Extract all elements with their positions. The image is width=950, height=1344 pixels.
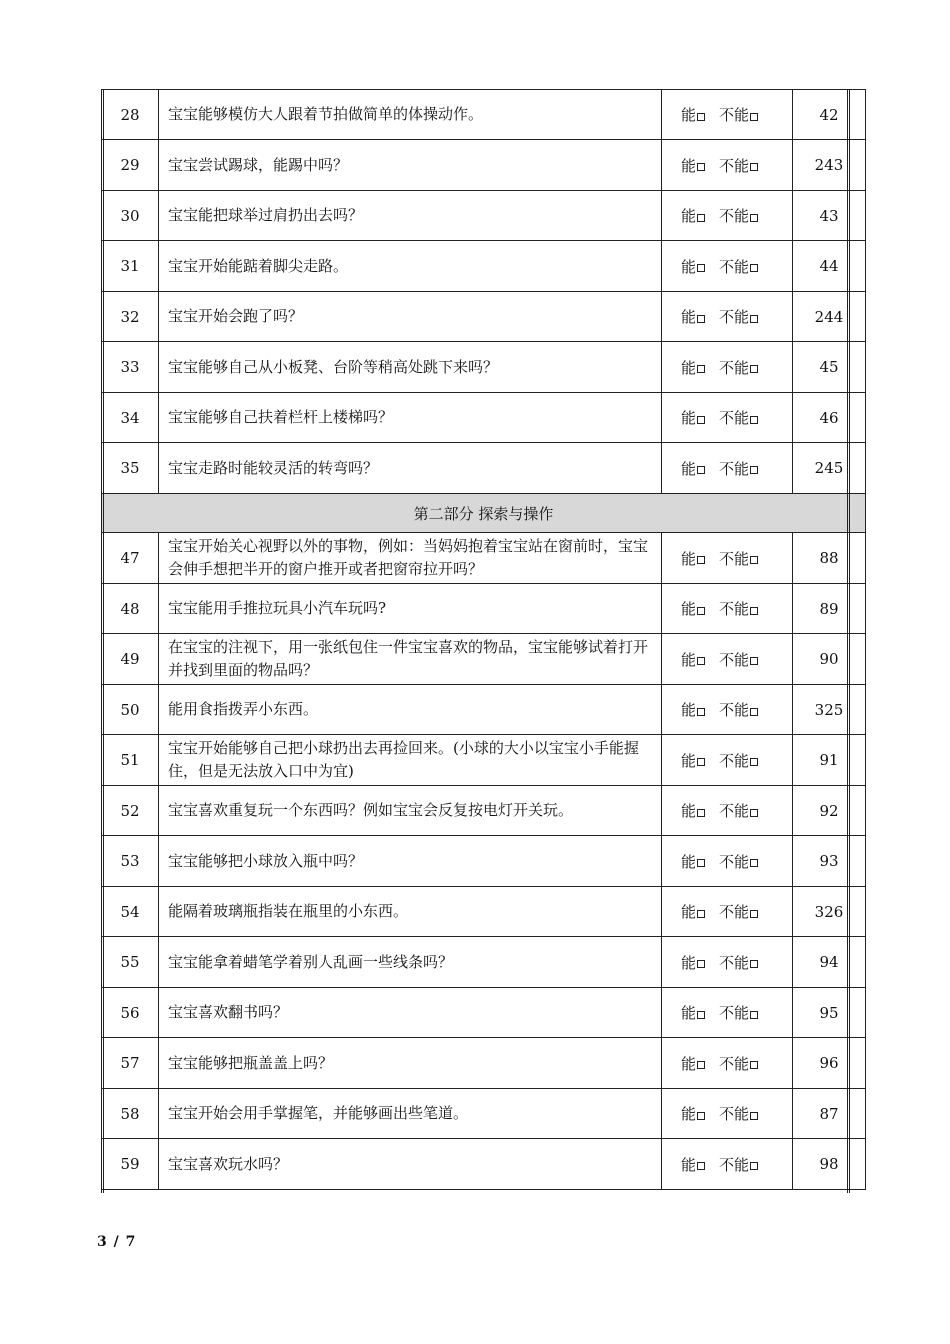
- item-code: 42: [793, 90, 866, 140]
- answer-options: [662, 292, 793, 342]
- cannot-label: 不能: [719, 1004, 750, 1022]
- item-number: 49: [102, 634, 159, 685]
- cannot-label: 不能: [719, 953, 750, 972]
- can-checkbox[interactable]: [697, 416, 705, 424]
- cannot-option[interactable]: [719, 800, 758, 821]
- cannot-checkbox[interactable]: [750, 264, 758, 272]
- table-row: [102, 90, 866, 140]
- can-label: 能: [681, 409, 697, 427]
- cannot-label: 不能: [719, 1105, 750, 1123]
- section-title: 第二部分 探索与操作: [102, 494, 866, 533]
- can-option[interactable]: [681, 155, 705, 176]
- answer-options: [662, 836, 793, 887]
- item-number: 34: [102, 393, 159, 443]
- table-row: [102, 887, 866, 937]
- can-option[interactable]: [681, 649, 705, 670]
- cannot-checkbox[interactable]: [750, 960, 758, 968]
- table-row: [102, 191, 866, 241]
- cannot-label: 不能: [719, 802, 750, 820]
- can-label: 能: [681, 802, 697, 820]
- cannot-option[interactable]: [719, 458, 758, 479]
- table-row: [102, 241, 866, 292]
- table-row: [102, 1089, 866, 1139]
- cannot-label: 不能: [719, 852, 750, 871]
- can-checkbox[interactable]: [697, 1061, 705, 1069]
- item-code: 245: [793, 443, 866, 494]
- answer-options: [662, 584, 793, 634]
- questionnaire-table: [101, 89, 866, 1190]
- can-option[interactable]: [681, 306, 705, 327]
- cannot-label: 不能: [719, 549, 750, 568]
- answer-options: [662, 735, 793, 786]
- answer-options: [662, 90, 793, 140]
- answer-options: [662, 191, 793, 241]
- can-option[interactable]: [681, 1154, 705, 1175]
- cannot-option[interactable]: [719, 205, 758, 226]
- cannot-label: 不能: [719, 650, 750, 669]
- cannot-checkbox[interactable]: [750, 315, 758, 323]
- can-option[interactable]: [681, 407, 705, 428]
- can-checkbox[interactable]: [697, 910, 705, 918]
- can-checkbox[interactable]: [697, 960, 705, 968]
- item-number: 59: [102, 1139, 159, 1190]
- can-checkbox[interactable]: [697, 809, 705, 817]
- cannot-option[interactable]: [719, 598, 758, 619]
- item-code: 98: [793, 1139, 866, 1190]
- can-label: 能: [681, 308, 697, 326]
- answer-options: [662, 887, 793, 937]
- table-row: [102, 533, 866, 584]
- item-code: 94: [793, 937, 866, 988]
- table-row: [102, 1038, 866, 1089]
- question-text: 宝宝能够模仿大人跟着节拍做简单的体操动作。: [159, 90, 662, 140]
- item-code: 96: [793, 1038, 866, 1089]
- cannot-option[interactable]: [719, 901, 758, 922]
- page-number: 3 / 7: [97, 1234, 137, 1250]
- cannot-option[interactable]: [719, 104, 758, 125]
- item-number: 30: [102, 191, 159, 241]
- questionnaire-sheet: [101, 89, 850, 1190]
- answer-options: [662, 1139, 793, 1190]
- can-checkbox[interactable]: [697, 758, 705, 766]
- cannot-label: 不能: [719, 1155, 750, 1174]
- cannot-checkbox[interactable]: [750, 657, 758, 665]
- can-checkbox[interactable]: [697, 315, 705, 323]
- cannot-option[interactable]: [719, 952, 758, 973]
- question-text: 宝宝喜欢翻书吗？: [159, 988, 662, 1038]
- item-code: 244: [793, 292, 866, 342]
- cannot-option[interactable]: [719, 1154, 758, 1175]
- item-code: 45: [793, 342, 866, 393]
- can-option[interactable]: [681, 1002, 705, 1023]
- can-option[interactable]: [681, 104, 705, 125]
- item-number: 35: [102, 443, 159, 494]
- cannot-checkbox[interactable]: [750, 607, 758, 615]
- question-text: 宝宝能够自己扶着栏杆上楼梯吗？: [159, 393, 662, 443]
- can-option[interactable]: [681, 548, 705, 569]
- answer-options: [662, 140, 793, 191]
- table-row: [102, 342, 866, 393]
- cannot-option[interactable]: [719, 548, 758, 569]
- table-row: [102, 1139, 866, 1190]
- item-code: 44: [793, 241, 866, 292]
- can-checkbox[interactable]: [697, 657, 705, 665]
- item-number: 53: [102, 836, 159, 887]
- cannot-option[interactable]: [719, 155, 758, 176]
- cannot-label: 不能: [719, 600, 750, 618]
- item-code: 243: [793, 140, 866, 191]
- can-label: 能: [681, 953, 697, 972]
- item-number: 48: [102, 584, 159, 634]
- item-number: 32: [102, 292, 159, 342]
- table-row: [102, 292, 866, 342]
- cannot-checkbox[interactable]: [750, 365, 758, 373]
- question-text: 宝宝喜欢重复玩一个东西吗？例如宝宝会反复按电灯开关玩。: [159, 786, 662, 836]
- cannot-checkbox[interactable]: [750, 758, 758, 766]
- can-option[interactable]: [681, 1053, 705, 1074]
- can-label: 能: [681, 1105, 697, 1123]
- answer-options: [662, 1089, 793, 1139]
- question-text: 宝宝喜欢玩水吗？: [159, 1139, 662, 1190]
- cannot-checkbox[interactable]: [750, 163, 758, 171]
- can-label: 能: [681, 751, 697, 770]
- can-option[interactable]: [681, 901, 705, 922]
- table-row: [102, 584, 866, 634]
- table-row: [102, 786, 866, 836]
- question-text: 能隔着玻璃瓶指装在瓶里的小东西。: [159, 887, 662, 937]
- item-code: 87: [793, 1089, 866, 1139]
- item-code: 95: [793, 988, 866, 1038]
- item-code: 43: [793, 191, 866, 241]
- cannot-checkbox[interactable]: [750, 466, 758, 474]
- cannot-checkbox[interactable]: [750, 708, 758, 716]
- question-text: 宝宝能拿着蜡笔学着别人乱画一些线条吗？: [159, 937, 662, 988]
- cannot-checkbox[interactable]: [750, 416, 758, 424]
- can-label: 能: [681, 156, 697, 175]
- can-checkbox[interactable]: [697, 1162, 705, 1170]
- cannot-checkbox[interactable]: [750, 1011, 758, 1019]
- cannot-checkbox[interactable]: [750, 910, 758, 918]
- cannot-checkbox[interactable]: [750, 214, 758, 222]
- cannot-option[interactable]: [719, 1002, 758, 1023]
- item-number: 54: [102, 887, 159, 937]
- item-code: 88: [793, 533, 866, 584]
- cannot-checkbox[interactable]: [750, 113, 758, 121]
- answer-options: [662, 1038, 793, 1089]
- table-row: [102, 393, 866, 443]
- item-code: 92: [793, 786, 866, 836]
- cannot-label: 不能: [719, 701, 750, 719]
- part1-rows: [102, 90, 866, 494]
- question-text: 宝宝开始会跑了吗？: [159, 292, 662, 342]
- can-option[interactable]: [681, 800, 705, 821]
- cannot-label: 不能: [719, 106, 750, 124]
- cannot-option[interactable]: [719, 699, 758, 720]
- can-label: 能: [681, 106, 697, 124]
- cannot-option[interactable]: [719, 357, 758, 378]
- cannot-option[interactable]: [719, 407, 758, 428]
- item-code: 325: [793, 685, 866, 735]
- item-code: 89: [793, 584, 866, 634]
- item-code: 90: [793, 634, 866, 685]
- cannot-option[interactable]: [719, 1053, 758, 1074]
- can-option[interactable]: [681, 598, 705, 619]
- question-text: 宝宝走路时能较灵活的转弯吗？: [159, 443, 662, 494]
- cannot-label: 不能: [719, 156, 750, 175]
- cannot-checkbox[interactable]: [750, 859, 758, 867]
- can-label: 能: [681, 701, 697, 719]
- cannot-label: 不能: [719, 257, 750, 276]
- can-option[interactable]: [681, 256, 705, 277]
- can-label: 能: [681, 1155, 697, 1174]
- question-text: 宝宝开始能够自己把小球扔出去再捡回来。(小球的大小以宝宝小手能握住，但是无法放入口中为宜): [159, 735, 662, 786]
- table-row: [102, 685, 866, 735]
- cannot-label: 不能: [719, 207, 750, 225]
- item-number: 52: [102, 786, 159, 836]
- item-code: 93: [793, 836, 866, 887]
- can-label: 能: [681, 207, 697, 225]
- can-option[interactable]: [681, 1103, 705, 1124]
- cannot-checkbox[interactable]: [750, 556, 758, 564]
- can-option[interactable]: [681, 699, 705, 720]
- can-checkbox[interactable]: [697, 163, 705, 171]
- item-number: 31: [102, 241, 159, 292]
- table-row: [102, 988, 866, 1038]
- can-label: 能: [681, 549, 697, 568]
- can-option[interactable]: [681, 458, 705, 479]
- can-checkbox[interactable]: [697, 113, 705, 121]
- section-header: [102, 494, 866, 533]
- can-checkbox[interactable]: [697, 365, 705, 373]
- can-checkbox[interactable]: [697, 214, 705, 222]
- cannot-option[interactable]: [719, 306, 758, 327]
- cannot-checkbox[interactable]: [750, 1061, 758, 1069]
- can-label: 能: [681, 1004, 697, 1022]
- can-label: 能: [681, 459, 697, 478]
- part2-rows: [102, 533, 866, 1190]
- cannot-checkbox[interactable]: [750, 1112, 758, 1120]
- can-checkbox[interactable]: [697, 607, 705, 615]
- can-option[interactable]: [681, 952, 705, 973]
- can-option[interactable]: [681, 357, 705, 378]
- cannot-label: 不能: [719, 358, 750, 377]
- can-label: 能: [681, 852, 697, 871]
- can-checkbox[interactable]: [697, 708, 705, 716]
- answer-options: [662, 393, 793, 443]
- answer-options: [662, 685, 793, 735]
- cannot-option[interactable]: [719, 750, 758, 771]
- question-text: 宝宝开始关心视野以外的事物，例如：当妈妈抱着宝宝站在窗前时，宝宝会伸手想把半开的窗户推开或者把窗帘拉开吗？: [159, 533, 662, 584]
- answer-options: [662, 533, 793, 584]
- item-number: 57: [102, 1038, 159, 1089]
- answer-options: [662, 786, 793, 836]
- cannot-label: 不能: [719, 459, 750, 478]
- can-option[interactable]: [681, 851, 705, 872]
- can-checkbox[interactable]: [697, 556, 705, 564]
- answer-options: [662, 342, 793, 393]
- question-text: 在宝宝的注视下，用一张纸包住一件宝宝喜欢的物品，宝宝能够试着打开并找到里面的物品吗？: [159, 634, 662, 685]
- cannot-label: 不能: [719, 409, 750, 427]
- answer-options: [662, 443, 793, 494]
- can-checkbox[interactable]: [697, 859, 705, 867]
- item-number: 47: [102, 533, 159, 584]
- can-checkbox[interactable]: [697, 466, 705, 474]
- item-number: 55: [102, 937, 159, 988]
- can-checkbox[interactable]: [697, 1112, 705, 1120]
- table-row: [102, 836, 866, 887]
- table-row: [102, 937, 866, 988]
- cannot-option[interactable]: [719, 256, 758, 277]
- table-row: [102, 634, 866, 685]
- item-number: 50: [102, 685, 159, 735]
- item-number: 33: [102, 342, 159, 393]
- answer-options: [662, 988, 793, 1038]
- cannot-option[interactable]: [719, 1103, 758, 1124]
- cannot-checkbox[interactable]: [750, 809, 758, 817]
- table-row: [102, 443, 866, 494]
- can-option[interactable]: [681, 750, 705, 771]
- can-label: 能: [681, 1054, 697, 1073]
- item-number: 28: [102, 90, 159, 140]
- answer-options: [662, 634, 793, 685]
- question-text: 宝宝能够自己从小板凳、台阶等稍高处跳下来吗？: [159, 342, 662, 393]
- table-row: [102, 735, 866, 786]
- answer-options: [662, 937, 793, 988]
- can-label: 能: [681, 903, 697, 921]
- question-text: 宝宝开始能踮着脚尖走路。: [159, 241, 662, 292]
- item-number: 56: [102, 988, 159, 1038]
- question-text: 宝宝能把球举过肩扔出去吗？: [159, 191, 662, 241]
- can-label: 能: [681, 257, 697, 276]
- table-row: [102, 140, 866, 191]
- cannot-label: 不能: [719, 1054, 750, 1073]
- cannot-label: 不能: [719, 751, 750, 770]
- question-text: 能用食指拨弄小东西。: [159, 685, 662, 735]
- item-code: 91: [793, 735, 866, 786]
- can-checkbox[interactable]: [697, 264, 705, 272]
- can-label: 能: [681, 600, 697, 618]
- cannot-label: 不能: [719, 903, 750, 921]
- item-number: 58: [102, 1089, 159, 1139]
- cannot-option[interactable]: [719, 851, 758, 872]
- question-text: 宝宝尝试踢球，能踢中吗？: [159, 140, 662, 191]
- item-code: 326: [793, 887, 866, 937]
- can-option[interactable]: [681, 205, 705, 226]
- answer-options: [662, 241, 793, 292]
- cannot-checkbox[interactable]: [750, 1162, 758, 1170]
- cannot-label: 不能: [719, 308, 750, 326]
- question-text: 宝宝开始会用手掌握笔，并能够画出些笔道。: [159, 1089, 662, 1139]
- item-number: 29: [102, 140, 159, 191]
- question-text: 宝宝能用手推拉玩具小汽车玩吗?: [159, 584, 662, 634]
- can-label: 能: [681, 358, 697, 377]
- question-text: 宝宝能够把小球放入瓶中吗？: [159, 836, 662, 887]
- can-checkbox[interactable]: [697, 1011, 705, 1019]
- item-code: 46: [793, 393, 866, 443]
- can-label: 能: [681, 650, 697, 669]
- question-text: 宝宝能够把瓶盖盖上吗？: [159, 1038, 662, 1089]
- cannot-option[interactable]: [719, 649, 758, 670]
- item-number: 51: [102, 735, 159, 786]
